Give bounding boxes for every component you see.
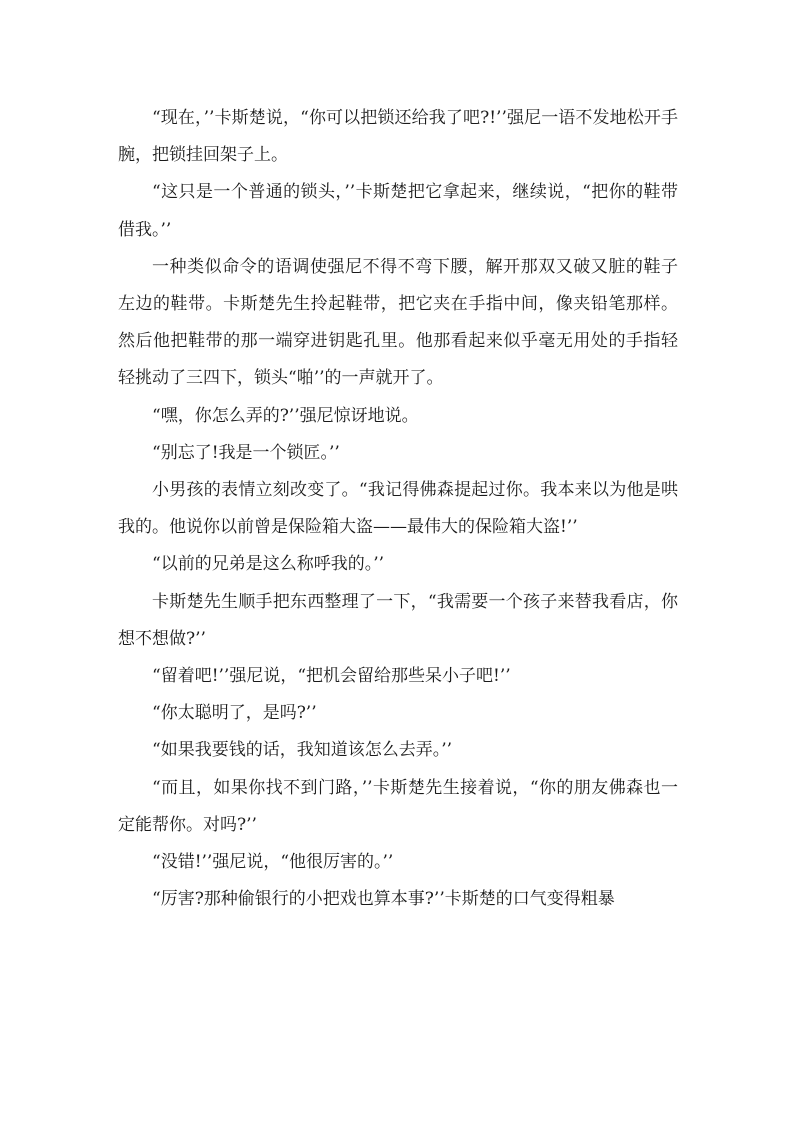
paragraph: “以前的兄弟是这么称呼我的。’’ bbox=[152, 554, 384, 575]
paragraph: “如果我要钱的话，我知道该怎么去弄。’’ bbox=[152, 740, 452, 761]
paragraph: “别忘了!我是一个锁匠。’’ bbox=[152, 442, 340, 463]
paragraph: “这只是一个普通的锁头，’’卡斯楚把它拿起来，继续说，“把你的鞋带借我。’’ bbox=[118, 182, 678, 240]
paragraph: “现在，’’卡斯楚说，“你可以把锁还给我了吧?!’’强尼一语不发地松开手腕，把锁挂回架子上。 bbox=[118, 108, 678, 166]
paragraph: “嘿，你怎么弄的?’’强尼惊讶地说。 bbox=[152, 405, 419, 426]
paragraph: 小男孩的表情立刻改变了。“我记得佛森提起过你。我本来以为他是哄我的。他说你以前曾是保险箱大盗——最伟大的保险箱大盗!’’ bbox=[118, 480, 678, 538]
document-body bbox=[118, 100, 678, 918]
paragraph: “留着吧!’’强尼说，“把机会留给那些呆小子吧!’’ bbox=[152, 666, 511, 687]
paragraph: “你太聪明了，是吗?’’ bbox=[152, 703, 317, 724]
paragraph: “而且，如果你找不到门路，’’卡斯楚先生接着说，“你的朋友佛森也一定能帮你。对吗?’’ bbox=[118, 777, 678, 835]
paragraph: “没错!’’强尼说，“他很厉害的。’’ bbox=[152, 852, 394, 873]
paragraph: 一种类似命令的语调使强尼不得不弯下腰，解开那双又破又脏的鞋子左边的鞋带。卡斯楚先生拎起鞋带，把它夹在手指中间，像夹铅笔那样。然后他把鞋带的那一端穿进钥匙孔里。他那看起来似乎毫无用处的手指轻轻挑动了三四下，锁头“啪’’的一声就开了。 bbox=[118, 256, 678, 389]
paragraph: 卡斯楚先生顺手把东西整理了一下，“我需要一个孩子来替我看店，你想不想做?’’ bbox=[118, 591, 678, 649]
paragraph: “厉害?那种偷银行的小把戏也算本事?’’卡斯楚的口气变得粗暴 bbox=[152, 889, 615, 910]
